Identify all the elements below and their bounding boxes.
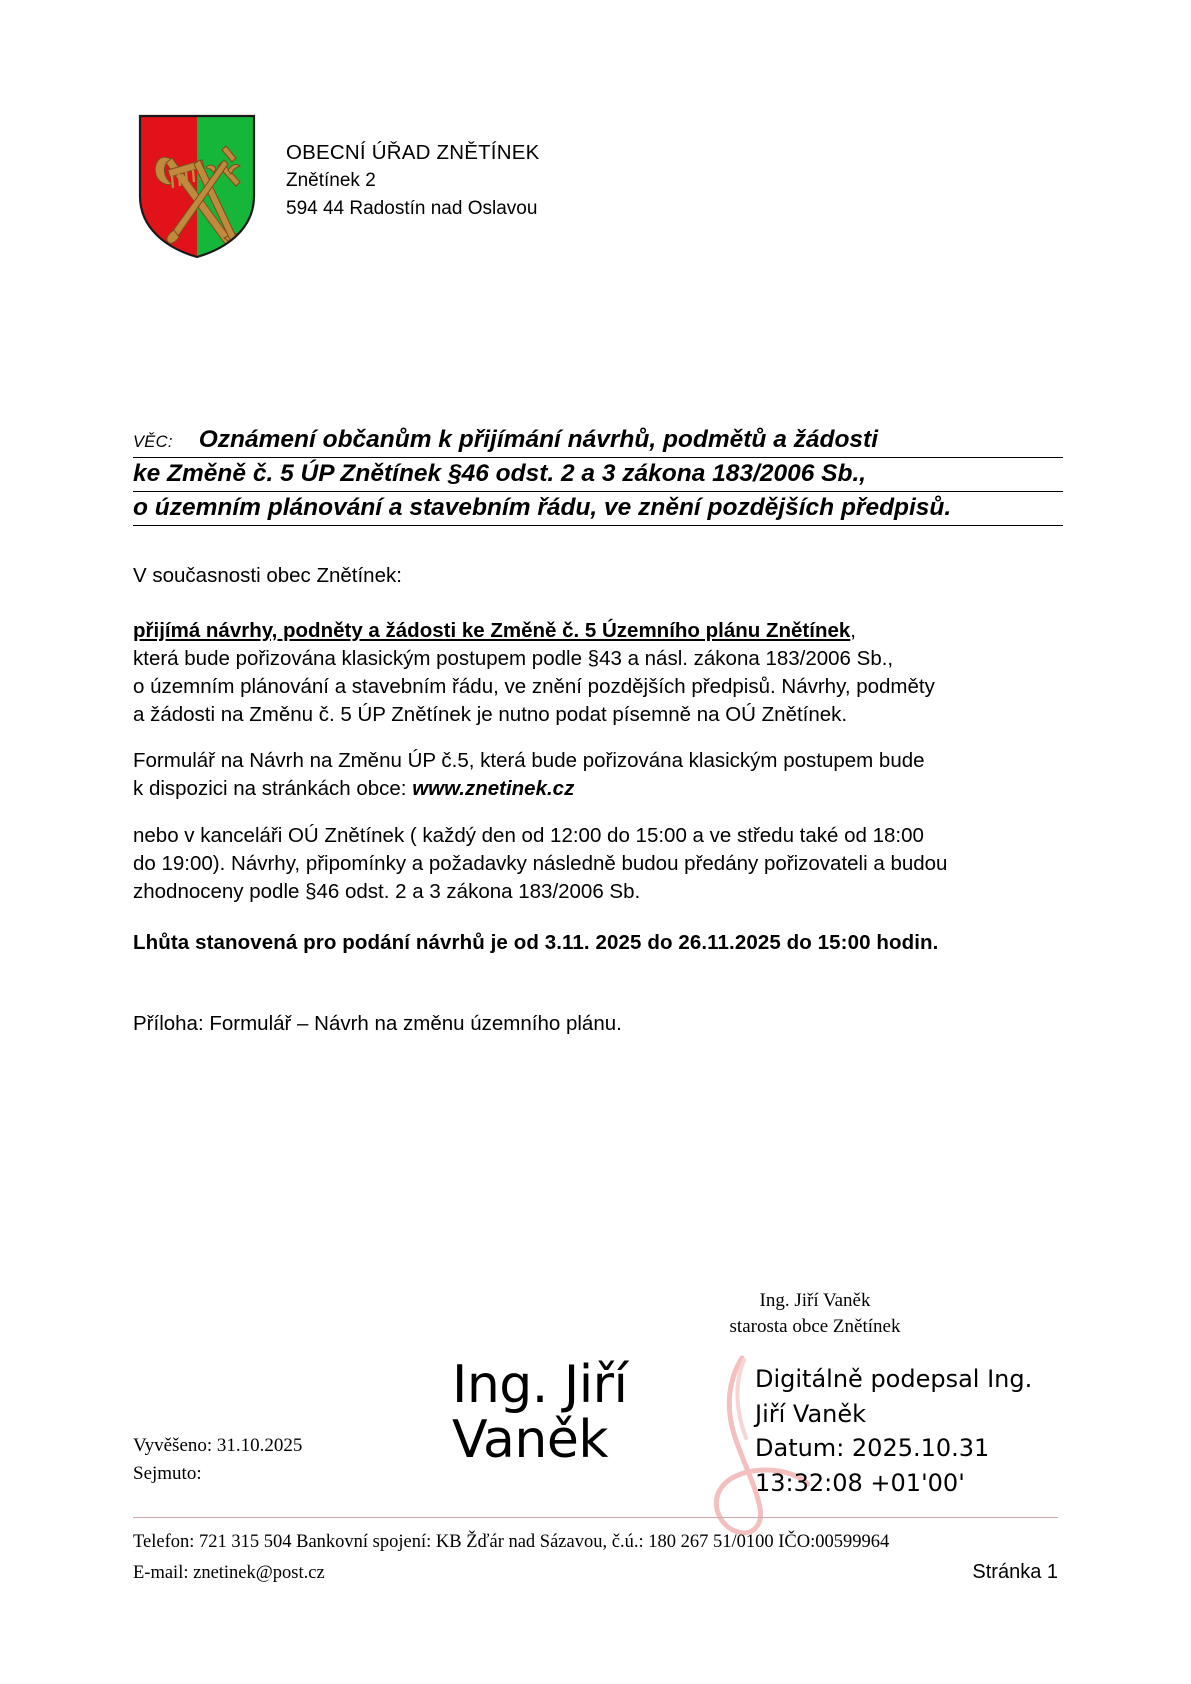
paragraph-office: [133, 822, 1038, 906]
acceptance-comma: ,: [850, 618, 856, 642]
lead-paragraph: V současnosti obec Znětínek:: [133, 564, 402, 587]
posted-date: Vyvěšeno: 31.10.2025: [133, 1435, 303, 1456]
subject-line-2: ke Změně č. 5 ÚP Znětínek §46 odst. 2 a 3 zákona 183/2006 Sb.,: [133, 458, 1063, 492]
paragraph-form: [133, 747, 1038, 803]
digital-signature-stamp: [452, 1355, 1072, 1548]
subject-label: VĚC:: [133, 433, 173, 451]
signature-detail-line-2: Jiří Vaněk: [755, 1399, 867, 1428]
coat-of-arms-icon: [136, 112, 258, 260]
acceptance-line-3: o územním plánování a stavebním řádu, ve znění pozdějších předpisů. Návrhy, podměty: [133, 674, 935, 698]
office-line-3: zhodnoceny podle §46 odst. 2 a 3 zákona 183/2006 Sb.: [133, 879, 641, 903]
posting-dates: [133, 1432, 302, 1488]
footer-divider: [133, 1517, 1058, 1518]
signatory-name: Ing. Jiří Vaněk: [759, 1290, 871, 1311]
removed-date: Sejmuto:: [133, 1463, 202, 1485]
org-name: OBECNÍ ÚŘAD ZNĚTÍNEK: [286, 141, 540, 164]
acceptance-highlight: přijímá návrhy, podněty a žádosti ke Změně č. 5 Územního plánu Znětínek: [133, 618, 851, 642]
footer: [133, 1528, 1058, 1588]
acceptance-line-2: která bude pořizována klasickým postupem podle §43 a násl. zákona 183/2006 Sb.,: [133, 646, 894, 670]
footer-contact-line-1: Telefon: 721 315 504 Bankovní spojení: KB Žďár nad Sázavou, č.ú.: 180 267 51/0100 IČO:00599964: [133, 1532, 890, 1552]
website-url[interactable]: www.znetinek.cz: [412, 777, 575, 801]
office-line-1: nebo v kanceláři OÚ Znětínek ( každý den od 12:00 do 15:00 a ve středu také od 18:00: [133, 824, 924, 848]
office-line-2: do 19:00). Návrhy, připomínky a požadavky následně budou předány pořizovateli a budou: [133, 852, 948, 875]
deadline-statement: Lhůta stanovená pro podání návrhů je od 3.11. 2025 do 26.11.2025 do 15:00 hodin.: [133, 930, 939, 954]
subject-line-1: [133, 424, 1063, 458]
signature-rendered-name-line-2: Vaněk: [452, 1410, 608, 1471]
signature-detail-line-1: Digitálně podepsal Ing.: [755, 1365, 1033, 1393]
signature-detail-line-3: Datum: 2025.10.31: [755, 1434, 990, 1463]
letterhead: [136, 112, 539, 260]
form-line-1: Formulář na Návrh na Změnu ÚP č.5, která bude pořizována klasickým postupem bude: [133, 749, 925, 773]
form-line-2-prefix: k dispozici na stránkách obce:: [133, 777, 413, 801]
subject-block: [133, 424, 1063, 526]
subject-line-3: o územním plánování a stavebním řádu, ve znění pozdějších předpisů.: [133, 492, 1063, 526]
signature-rendered-name: [452, 1355, 682, 1471]
signature-rendered-name-line-1: Ing. Jiří: [452, 1355, 628, 1415]
subject-text-1: Oznámení občanům k přijímání návrhů, podmětů a žádosti: [198, 426, 879, 453]
acceptance-line-4: a žádosti na Změnu č. 5 ÚP Znětínek je nutno podat písemně na OÚ Znětínek.: [133, 702, 848, 726]
org-address-line-1: Znětínek 2: [286, 170, 376, 192]
signature-details: [755, 1362, 1065, 1500]
signature-detail-line-4: 13:32:08 +01'00': [755, 1468, 965, 1497]
body-text: [133, 562, 1038, 957]
org-address-line-2: 594 44 Radostín nad Oslavou: [286, 197, 538, 219]
signature-name-block: [640, 1288, 990, 1340]
signatory-role: starosta obce Znětínek: [729, 1316, 901, 1338]
footer-contact-line-2: E-mail: znetinek@post.cz: [133, 1562, 325, 1583]
attachment-note: Příloha: Formulář – Návrh na změnu územního plánu.: [133, 1012, 622, 1035]
page-number: Stránka 1: [972, 1560, 1058, 1583]
paragraph-acceptance: [133, 617, 1038, 729]
org-address-block: [286, 112, 539, 222]
